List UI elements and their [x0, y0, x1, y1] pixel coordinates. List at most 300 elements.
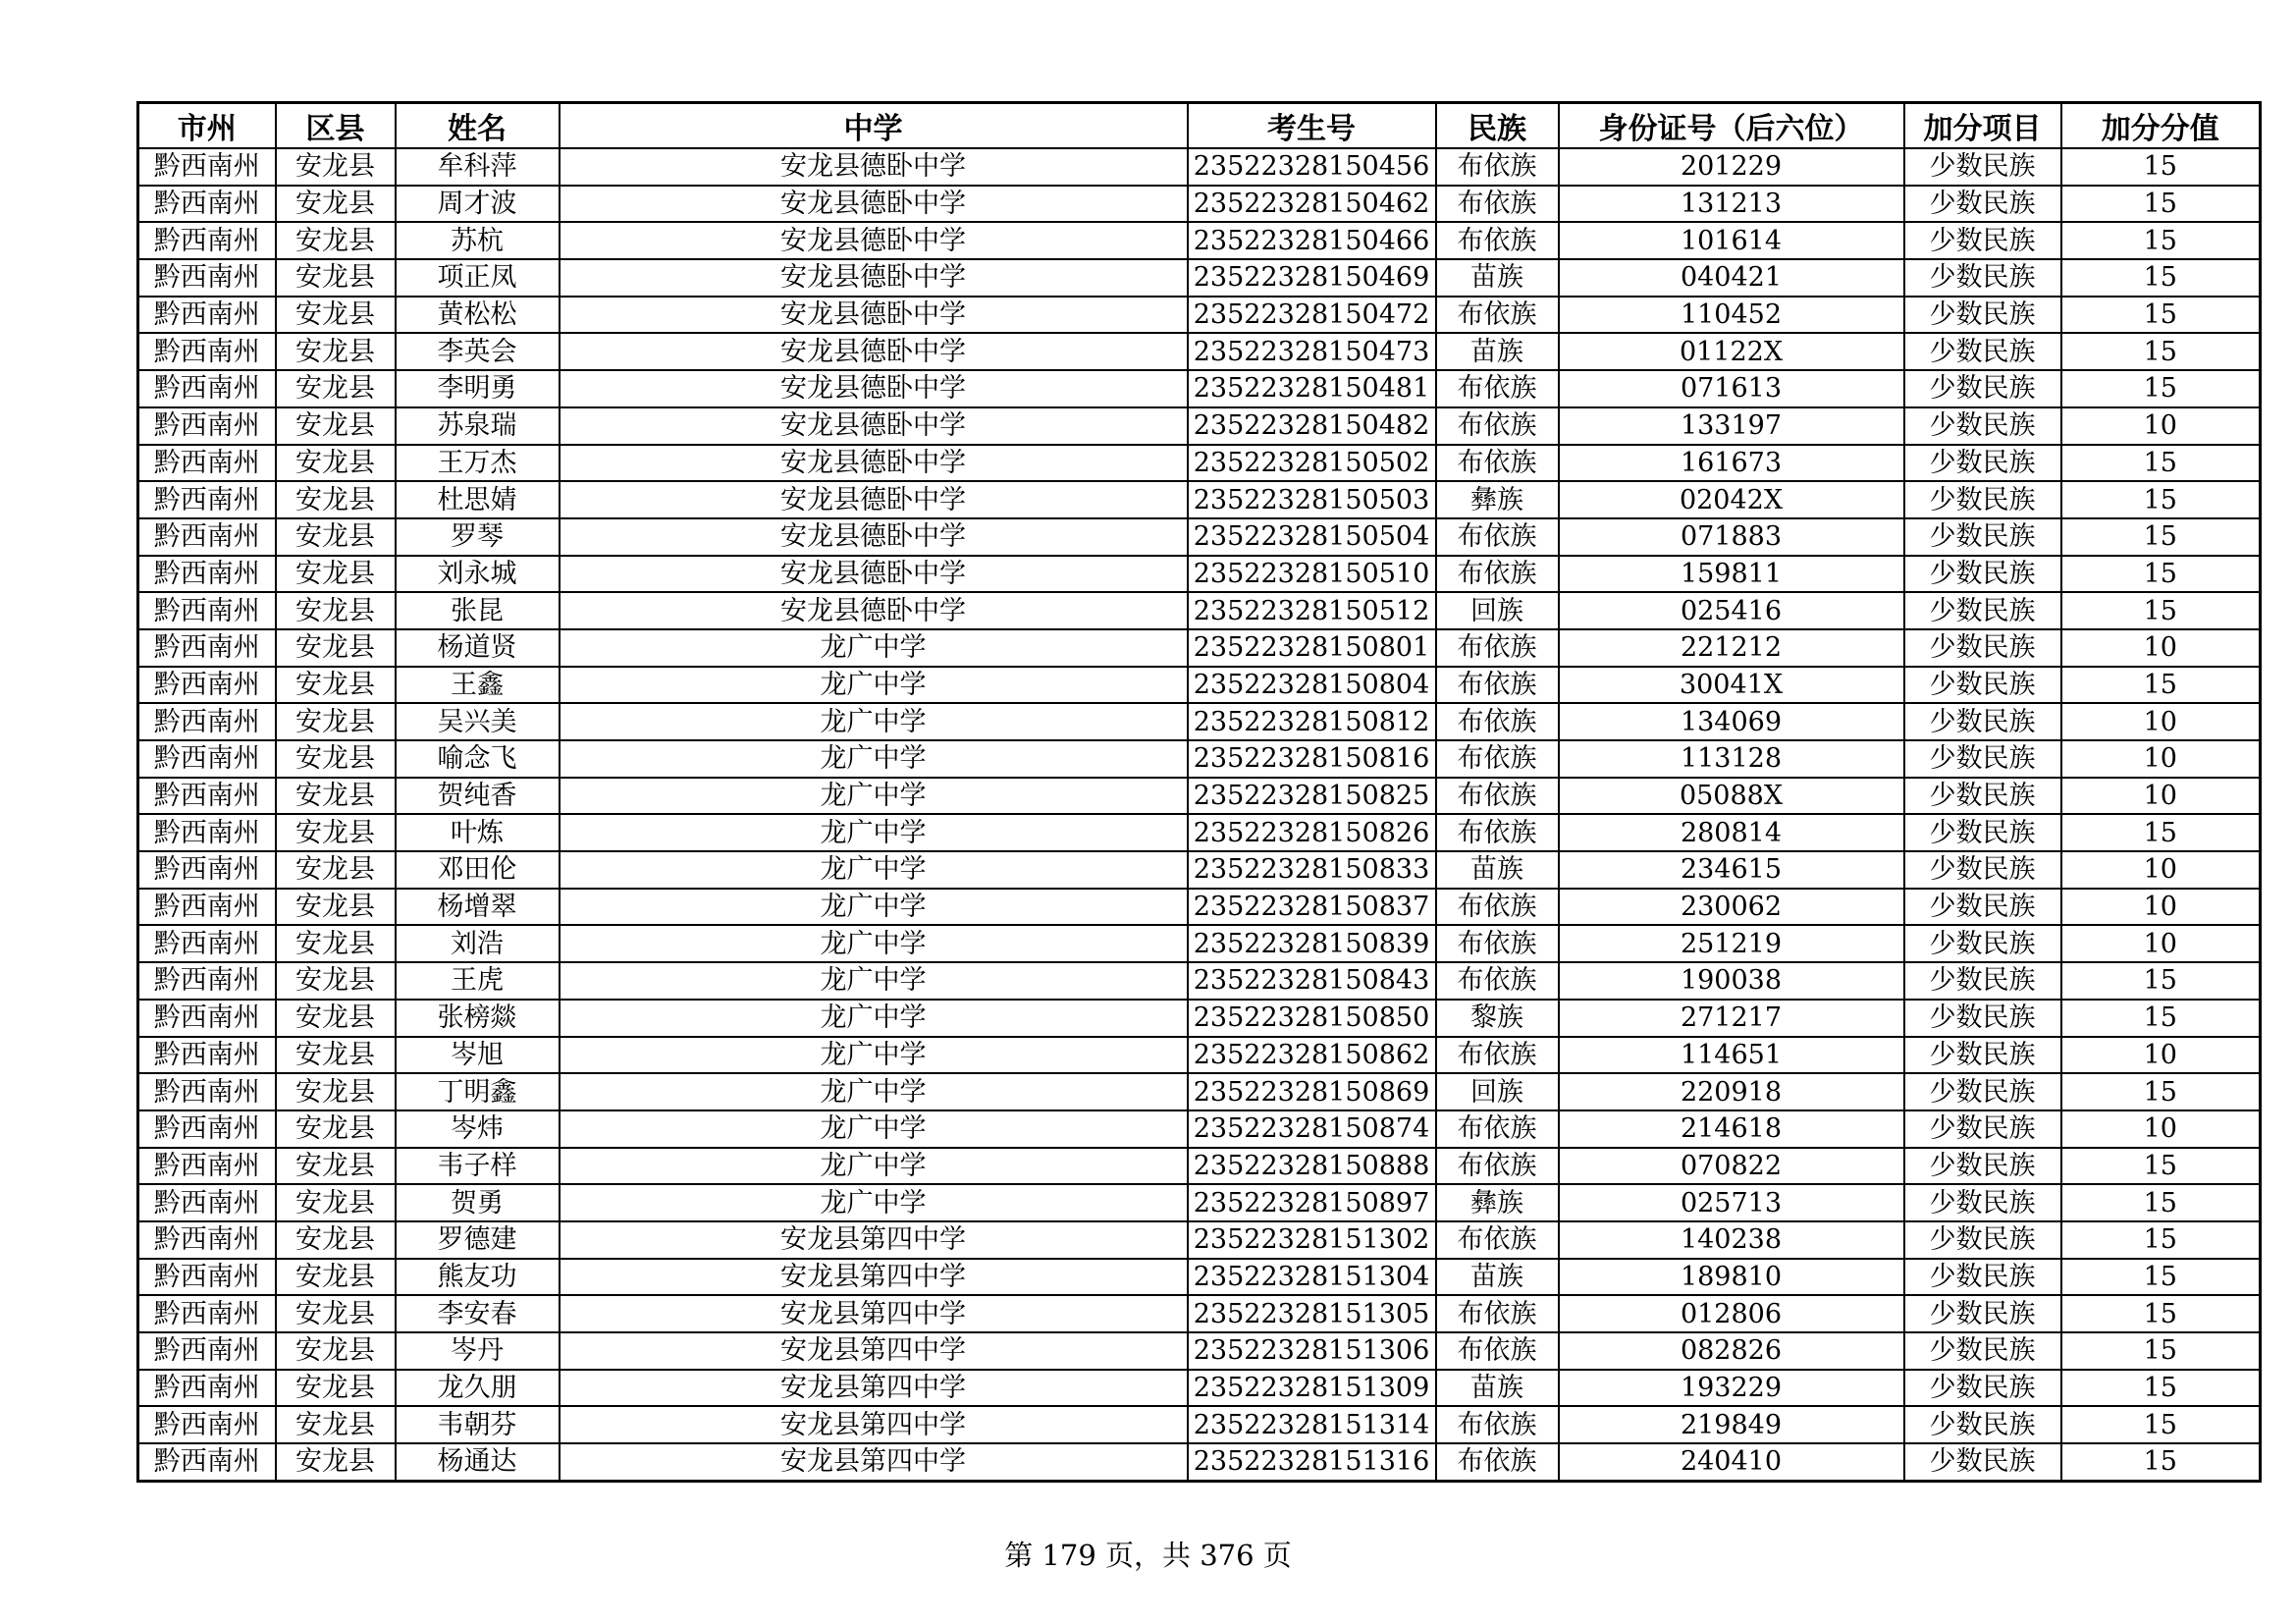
- cell-school: 安龙县第四中学: [560, 1443, 1188, 1481]
- cell-bonus-value: 15: [2061, 556, 2261, 593]
- cell-bonus-value: 10: [2061, 407, 2261, 445]
- table-row: [138, 629, 2261, 667]
- cell-exam-number: 23522328150804: [1188, 667, 1436, 704]
- cell-ethnicity: 布依族: [1436, 629, 1559, 667]
- cell-name: 杜思婧: [396, 481, 560, 518]
- cell-exam-number: 23522328150512: [1188, 592, 1436, 629]
- cell-bonus-item: 少数民族: [1904, 889, 2061, 926]
- cell-ethnicity: 布依族: [1436, 1221, 1559, 1259]
- cell-bonus-item: 少数民族: [1904, 1110, 2061, 1148]
- cell-bonus-value: 15: [2061, 1148, 2261, 1185]
- cell-bonus-value: 15: [2061, 148, 2261, 186]
- cell-school: 龙广中学: [560, 962, 1188, 1000]
- table-row: [138, 1110, 2261, 1148]
- cell-bonus-item: 少数民族: [1904, 1259, 2061, 1296]
- cell-school: 龙广中学: [560, 1184, 1188, 1221]
- cell-ethnicity: 布依族: [1436, 556, 1559, 593]
- cell-id-last-six: 189810: [1559, 1259, 1904, 1296]
- table-row: [138, 333, 2261, 370]
- cell-bonus-value: 10: [2061, 1037, 2261, 1074]
- cell-ethnicity: 布依族: [1436, 889, 1559, 926]
- cell-bonus-value: 15: [2061, 1370, 2261, 1407]
- cell-name: 刘永城: [396, 556, 560, 593]
- cell-ethnicity: 布依族: [1436, 1295, 1559, 1332]
- cell-name: 岑旭: [396, 1037, 560, 1074]
- cell-ethnicity: 布依族: [1436, 814, 1559, 851]
- cell-city: 黔西南州: [138, 1295, 276, 1332]
- table-row: [138, 222, 2261, 259]
- cell-city: 黔西南州: [138, 1406, 276, 1443]
- cell-exam-number: 23522328151309: [1188, 1370, 1436, 1407]
- table-row: [138, 778, 2261, 815]
- cell-id-last-six: 114651: [1559, 1037, 1904, 1074]
- cell-school: 安龙县第四中学: [560, 1370, 1188, 1407]
- table-row: [138, 259, 2261, 297]
- cell-bonus-value: 15: [2061, 297, 2261, 334]
- cell-id-last-six: 234615: [1559, 851, 1904, 889]
- cell-exam-number: 23522328150825: [1188, 778, 1436, 815]
- cell-city: 黔西南州: [138, 259, 276, 297]
- cell-ethnicity: 布依族: [1436, 740, 1559, 778]
- cell-bonus-value: 15: [2061, 259, 2261, 297]
- cell-school: 龙广中学: [560, 740, 1188, 778]
- cell-city: 黔西南州: [138, 667, 276, 704]
- cell-bonus-value: 15: [2061, 1073, 2261, 1110]
- table-row: [138, 1259, 2261, 1296]
- table-row: [138, 370, 2261, 407]
- cell-school: 安龙县德卧中学: [560, 556, 1188, 593]
- cell-bonus-item: 少数民族: [1904, 1295, 2061, 1332]
- cell-id-last-six: 071613: [1559, 370, 1904, 407]
- cell-county: 安龙县: [276, 1110, 396, 1148]
- cell-ethnicity: 布依族: [1436, 1148, 1559, 1185]
- cell-id-last-six: 221212: [1559, 629, 1904, 667]
- cell-county: 安龙县: [276, 186, 396, 223]
- cell-city: 黔西南州: [138, 1110, 276, 1148]
- cell-school: 龙广中学: [560, 703, 1188, 740]
- cell-ethnicity: 回族: [1436, 592, 1559, 629]
- cell-city: 黔西南州: [138, 740, 276, 778]
- cell-name: 王万杰: [396, 445, 560, 482]
- cell-id-last-six: 140238: [1559, 1221, 1904, 1259]
- cell-bonus-item: 少数民族: [1904, 297, 2061, 334]
- cell-id-last-six: 161673: [1559, 445, 1904, 482]
- header-city: 市州: [138, 103, 276, 149]
- cell-city: 黔西南州: [138, 222, 276, 259]
- cell-city: 黔西南州: [138, 889, 276, 926]
- cell-id-last-six: 131213: [1559, 186, 1904, 223]
- cell-id-last-six: 01122X: [1559, 333, 1904, 370]
- table-row: [138, 851, 2261, 889]
- cell-ethnicity: 彝族: [1436, 481, 1559, 518]
- cell-county: 安龙县: [276, 1259, 396, 1296]
- bonus-points-table: [136, 101, 2262, 1483]
- table-row: [138, 297, 2261, 334]
- cell-name: 刘浩: [396, 925, 560, 962]
- cell-exam-number: 23522328150510: [1188, 556, 1436, 593]
- cell-name: 丁明鑫: [396, 1073, 560, 1110]
- cell-name: 项正凤: [396, 259, 560, 297]
- cell-school: 龙广中学: [560, 851, 1188, 889]
- cell-id-last-six: 113128: [1559, 740, 1904, 778]
- cell-ethnicity: 苗族: [1436, 259, 1559, 297]
- cell-bonus-value: 15: [2061, 1406, 2261, 1443]
- cell-name: 王虎: [396, 962, 560, 1000]
- cell-exam-number: 23522328150839: [1188, 925, 1436, 962]
- cell-county: 安龙县: [276, 1073, 396, 1110]
- table-row: [138, 1148, 2261, 1185]
- cell-bonus-value: 10: [2061, 778, 2261, 815]
- cell-bonus-item: 少数民族: [1904, 1184, 2061, 1221]
- cell-bonus-value: 10: [2061, 740, 2261, 778]
- cell-school: 安龙县第四中学: [560, 1332, 1188, 1370]
- cell-city: 黔西南州: [138, 1443, 276, 1481]
- cell-bonus-value: 15: [2061, 1332, 2261, 1370]
- table-row: [138, 407, 2261, 445]
- cell-bonus-value: 15: [2061, 1221, 2261, 1259]
- cell-school: 安龙县第四中学: [560, 1221, 1188, 1259]
- cell-city: 黔西南州: [138, 629, 276, 667]
- cell-exam-number: 23522328151302: [1188, 1221, 1436, 1259]
- cell-school: 龙广中学: [560, 1148, 1188, 1185]
- table-row: [138, 925, 2261, 962]
- table-row: [138, 1332, 2261, 1370]
- cell-id-last-six: 220918: [1559, 1073, 1904, 1110]
- cell-ethnicity: 布依族: [1436, 148, 1559, 186]
- table-row: [138, 1295, 2261, 1332]
- cell-ethnicity: 苗族: [1436, 1259, 1559, 1296]
- cell-city: 黔西南州: [138, 1073, 276, 1110]
- cell-ethnicity: 布依族: [1436, 778, 1559, 815]
- cell-city: 黔西南州: [138, 851, 276, 889]
- cell-school: 安龙县德卧中学: [560, 297, 1188, 334]
- cell-ethnicity: 布依族: [1436, 667, 1559, 704]
- cell-exam-number: 23522328150504: [1188, 518, 1436, 556]
- cell-exam-number: 23522328151314: [1188, 1406, 1436, 1443]
- cell-name: 贺纯香: [396, 778, 560, 815]
- cell-school: 龙广中学: [560, 889, 1188, 926]
- cell-bonus-value: 15: [2061, 1184, 2261, 1221]
- cell-exam-number: 23522328150826: [1188, 814, 1436, 851]
- table-row: [138, 667, 2261, 704]
- cell-exam-number: 23522328150816: [1188, 740, 1436, 778]
- cell-county: 安龙县: [276, 667, 396, 704]
- table-row: [138, 1073, 2261, 1110]
- cell-county: 安龙县: [276, 407, 396, 445]
- cell-id-last-six: 214618: [1559, 1110, 1904, 1148]
- cell-city: 黔西南州: [138, 1332, 276, 1370]
- cell-county: 安龙县: [276, 556, 396, 593]
- cell-bonus-item: 少数民族: [1904, 740, 2061, 778]
- cell-city: 黔西南州: [138, 962, 276, 1000]
- cell-bonus-value: 15: [2061, 1259, 2261, 1296]
- cell-city: 黔西南州: [138, 1000, 276, 1037]
- cell-name: 吴兴美: [396, 703, 560, 740]
- cell-id-last-six: 025713: [1559, 1184, 1904, 1221]
- cell-bonus-value: 15: [2061, 1295, 2261, 1332]
- header-bonus-item: 加分项目: [1904, 103, 2061, 149]
- cell-bonus-item: 少数民族: [1904, 556, 2061, 593]
- cell-school: 安龙县德卧中学: [560, 222, 1188, 259]
- cell-bonus-value: 10: [2061, 925, 2261, 962]
- cell-exam-number: 23522328150888: [1188, 1148, 1436, 1185]
- cell-name: 牟科萍: [396, 148, 560, 186]
- cell-name: 周才波: [396, 186, 560, 223]
- cell-ethnicity: 布依族: [1436, 222, 1559, 259]
- cell-school: 安龙县德卧中学: [560, 518, 1188, 556]
- header-ethnicity: 民族: [1436, 103, 1559, 149]
- cell-bonus-item: 少数民族: [1904, 629, 2061, 667]
- cell-id-last-six: 240410: [1559, 1443, 1904, 1481]
- cell-bonus-item: 少数民族: [1904, 148, 2061, 186]
- cell-bonus-value: 15: [2061, 667, 2261, 704]
- cell-exam-number: 23522328151304: [1188, 1259, 1436, 1296]
- cell-bonus-item: 少数民族: [1904, 445, 2061, 482]
- cell-bonus-value: 15: [2061, 370, 2261, 407]
- cell-bonus-item: 少数民族: [1904, 667, 2061, 704]
- cell-id-last-six: 251219: [1559, 925, 1904, 962]
- cell-name: 罗德建: [396, 1221, 560, 1259]
- cell-name: 王鑫: [396, 667, 560, 704]
- cell-bonus-value: 15: [2061, 814, 2261, 851]
- cell-city: 黔西南州: [138, 1370, 276, 1407]
- cell-school: 安龙县德卧中学: [560, 148, 1188, 186]
- cell-bonus-item: 少数民族: [1904, 481, 2061, 518]
- cell-city: 黔西南州: [138, 1148, 276, 1185]
- cell-ethnicity: 布依族: [1436, 703, 1559, 740]
- cell-name: 张榜燚: [396, 1000, 560, 1037]
- cell-name: 岑丹: [396, 1332, 560, 1370]
- cell-bonus-item: 少数民族: [1904, 778, 2061, 815]
- cell-county: 安龙县: [276, 814, 396, 851]
- cell-bonus-item: 少数民族: [1904, 1073, 2061, 1110]
- cell-county: 安龙县: [276, 851, 396, 889]
- cell-bonus-item: 少数民族: [1904, 1221, 2061, 1259]
- cell-exam-number: 23522328151316: [1188, 1443, 1436, 1481]
- cell-exam-number: 23522328151305: [1188, 1295, 1436, 1332]
- cell-school: 安龙县第四中学: [560, 1259, 1188, 1296]
- cell-bonus-value: 15: [2061, 445, 2261, 482]
- cell-city: 黔西南州: [138, 703, 276, 740]
- table-row: [138, 1406, 2261, 1443]
- cell-ethnicity: 布依族: [1436, 1406, 1559, 1443]
- cell-county: 安龙县: [276, 1000, 396, 1037]
- cell-ethnicity: 布依族: [1436, 370, 1559, 407]
- cell-county: 安龙县: [276, 1037, 396, 1074]
- cell-county: 安龙县: [276, 1148, 396, 1185]
- cell-exam-number: 23522328150472: [1188, 297, 1436, 334]
- table-row: [138, 481, 2261, 518]
- cell-bonus-item: 少数民族: [1904, 1000, 2061, 1037]
- header-name: 姓名: [396, 103, 560, 149]
- cell-city: 黔西南州: [138, 297, 276, 334]
- cell-school: 安龙县第四中学: [560, 1406, 1188, 1443]
- cell-name: 韦子样: [396, 1148, 560, 1185]
- cell-bonus-value: 10: [2061, 1110, 2261, 1148]
- cell-school: 安龙县德卧中学: [560, 445, 1188, 482]
- cell-exam-number: 23522328151306: [1188, 1332, 1436, 1370]
- cell-county: 安龙县: [276, 925, 396, 962]
- cell-exam-number: 23522328150466: [1188, 222, 1436, 259]
- cell-county: 安龙县: [276, 297, 396, 334]
- cell-name: 李英会: [396, 333, 560, 370]
- cell-bonus-item: 少数民族: [1904, 370, 2061, 407]
- cell-name: 龙久朋: [396, 1370, 560, 1407]
- cell-id-last-six: 219849: [1559, 1406, 1904, 1443]
- cell-school: 龙广中学: [560, 667, 1188, 704]
- cell-county: 安龙县: [276, 1221, 396, 1259]
- cell-exam-number: 23522328150503: [1188, 481, 1436, 518]
- cell-exam-number: 23522328150473: [1188, 333, 1436, 370]
- cell-city: 黔西南州: [138, 778, 276, 815]
- table-row: [138, 889, 2261, 926]
- cell-city: 黔西南州: [138, 1184, 276, 1221]
- table-row: [138, 148, 2261, 186]
- cell-county: 安龙县: [276, 629, 396, 667]
- cell-ethnicity: 布依族: [1436, 297, 1559, 334]
- cell-id-last-six: 280814: [1559, 814, 1904, 851]
- cell-name: 黄松松: [396, 297, 560, 334]
- cell-city: 黔西南州: [138, 407, 276, 445]
- page-footer: 第 179 页，共 376 页: [1004, 1539, 1292, 1572]
- cell-bonus-item: 少数民族: [1904, 814, 2061, 851]
- cell-ethnicity: 彝族: [1436, 1184, 1559, 1221]
- cell-county: 安龙县: [276, 740, 396, 778]
- cell-school: 龙广中学: [560, 1073, 1188, 1110]
- cell-ethnicity: 布依族: [1436, 186, 1559, 223]
- cell-bonus-value: 15: [2061, 333, 2261, 370]
- cell-county: 安龙县: [276, 592, 396, 629]
- cell-county: 安龙县: [276, 1332, 396, 1370]
- header-bonus-value: 加分分值: [2061, 103, 2261, 149]
- cell-id-last-six: 201229: [1559, 148, 1904, 186]
- cell-exam-number: 23522328150456: [1188, 148, 1436, 186]
- cell-bonus-item: 少数民族: [1904, 592, 2061, 629]
- cell-exam-number: 23522328150843: [1188, 962, 1436, 1000]
- cell-county: 安龙县: [276, 370, 396, 407]
- cell-bonus-item: 少数民族: [1904, 851, 2061, 889]
- table-row: [138, 1184, 2261, 1221]
- cell-name: 罗琴: [396, 518, 560, 556]
- cell-exam-number: 23522328150469: [1188, 259, 1436, 297]
- cell-bonus-value: 15: [2061, 962, 2261, 1000]
- cell-ethnicity: 布依族: [1436, 1443, 1559, 1481]
- cell-id-last-six: 271217: [1559, 1000, 1904, 1037]
- cell-city: 黔西南州: [138, 518, 276, 556]
- cell-id-last-six: 101614: [1559, 222, 1904, 259]
- cell-bonus-value: 15: [2061, 1000, 2261, 1037]
- table-row: [138, 1000, 2261, 1037]
- cell-city: 黔西南州: [138, 1259, 276, 1296]
- cell-id-last-six: 190038: [1559, 962, 1904, 1000]
- cell-id-last-six: 040421: [1559, 259, 1904, 297]
- cell-name: 邓田伦: [396, 851, 560, 889]
- cell-name: 苏泉瑞: [396, 407, 560, 445]
- cell-exam-number: 23522328150833: [1188, 851, 1436, 889]
- cell-name: 贺勇: [396, 1184, 560, 1221]
- cell-id-last-six: 133197: [1559, 407, 1904, 445]
- cell-ethnicity: 布依族: [1436, 445, 1559, 482]
- cell-exam-number: 23522328150502: [1188, 445, 1436, 482]
- cell-school: 龙广中学: [560, 814, 1188, 851]
- cell-name: 喻念飞: [396, 740, 560, 778]
- cell-bonus-item: 少数民族: [1904, 1370, 2061, 1407]
- cell-id-last-six: 071883: [1559, 518, 1904, 556]
- cell-bonus-item: 少数民族: [1904, 925, 2061, 962]
- table-body: [138, 148, 2261, 1481]
- cell-id-last-six: 070822: [1559, 1148, 1904, 1185]
- table-row: [138, 962, 2261, 1000]
- cell-bonus-item: 少数民族: [1904, 1332, 2061, 1370]
- cell-ethnicity: 布依族: [1436, 962, 1559, 1000]
- cell-school: 龙广中学: [560, 778, 1188, 815]
- cell-name: 李安春: [396, 1295, 560, 1332]
- cell-city: 黔西南州: [138, 445, 276, 482]
- cell-county: 安龙县: [276, 778, 396, 815]
- cell-bonus-item: 少数民族: [1904, 333, 2061, 370]
- cell-school: 龙广中学: [560, 925, 1188, 962]
- cell-ethnicity: 布依族: [1436, 1110, 1559, 1148]
- table-row: [138, 1037, 2261, 1074]
- cell-exam-number: 23522328150837: [1188, 889, 1436, 926]
- cell-bonus-item: 少数民族: [1904, 222, 2061, 259]
- cell-exam-number: 23522328150850: [1188, 1000, 1436, 1037]
- table-row: [138, 1443, 2261, 1481]
- cell-name: 张昆: [396, 592, 560, 629]
- cell-city: 黔西南州: [138, 1221, 276, 1259]
- cell-bonus-value: 15: [2061, 222, 2261, 259]
- cell-bonus-item: 少数民族: [1904, 1443, 2061, 1481]
- header-county: 区县: [276, 103, 396, 149]
- cell-bonus-value: 10: [2061, 851, 2261, 889]
- header-school: 中学: [560, 103, 1188, 149]
- cell-city: 黔西南州: [138, 1037, 276, 1074]
- cell-exam-number: 23522328150482: [1188, 407, 1436, 445]
- cell-id-last-six: 082826: [1559, 1332, 1904, 1370]
- cell-city: 黔西南州: [138, 925, 276, 962]
- cell-city: 黔西南州: [138, 556, 276, 593]
- cell-exam-number: 23522328150869: [1188, 1073, 1436, 1110]
- cell-ethnicity: 布依族: [1436, 1037, 1559, 1074]
- cell-bonus-value: 15: [2061, 1443, 2261, 1481]
- table-row: [138, 186, 2261, 223]
- cell-bonus-item: 少数民族: [1904, 1037, 2061, 1074]
- cell-id-last-six: 230062: [1559, 889, 1904, 926]
- cell-bonus-item: 少数民族: [1904, 186, 2061, 223]
- cell-bonus-item: 少数民族: [1904, 1148, 2061, 1185]
- cell-ethnicity: 苗族: [1436, 851, 1559, 889]
- cell-city: 黔西南州: [138, 148, 276, 186]
- cell-name: 杨道贤: [396, 629, 560, 667]
- cell-county: 安龙县: [276, 333, 396, 370]
- cell-school: 龙广中学: [560, 1110, 1188, 1148]
- cell-exam-number: 23522328150897: [1188, 1184, 1436, 1221]
- cell-bonus-value: 10: [2061, 629, 2261, 667]
- cell-name: 熊友功: [396, 1259, 560, 1296]
- cell-bonus-item: 少数民族: [1904, 1406, 2061, 1443]
- cell-county: 安龙县: [276, 1295, 396, 1332]
- cell-exam-number: 23522328150481: [1188, 370, 1436, 407]
- cell-city: 黔西南州: [138, 814, 276, 851]
- table-header: [138, 103, 2261, 149]
- cell-name: 杨增翠: [396, 889, 560, 926]
- cell-name: 韦朝芬: [396, 1406, 560, 1443]
- cell-school: 安龙县德卧中学: [560, 407, 1188, 445]
- header-exam-number: 考生号: [1188, 103, 1436, 149]
- cell-id-last-six: 30041X: [1559, 667, 1904, 704]
- table-row: [138, 1370, 2261, 1407]
- cell-name: 李明勇: [396, 370, 560, 407]
